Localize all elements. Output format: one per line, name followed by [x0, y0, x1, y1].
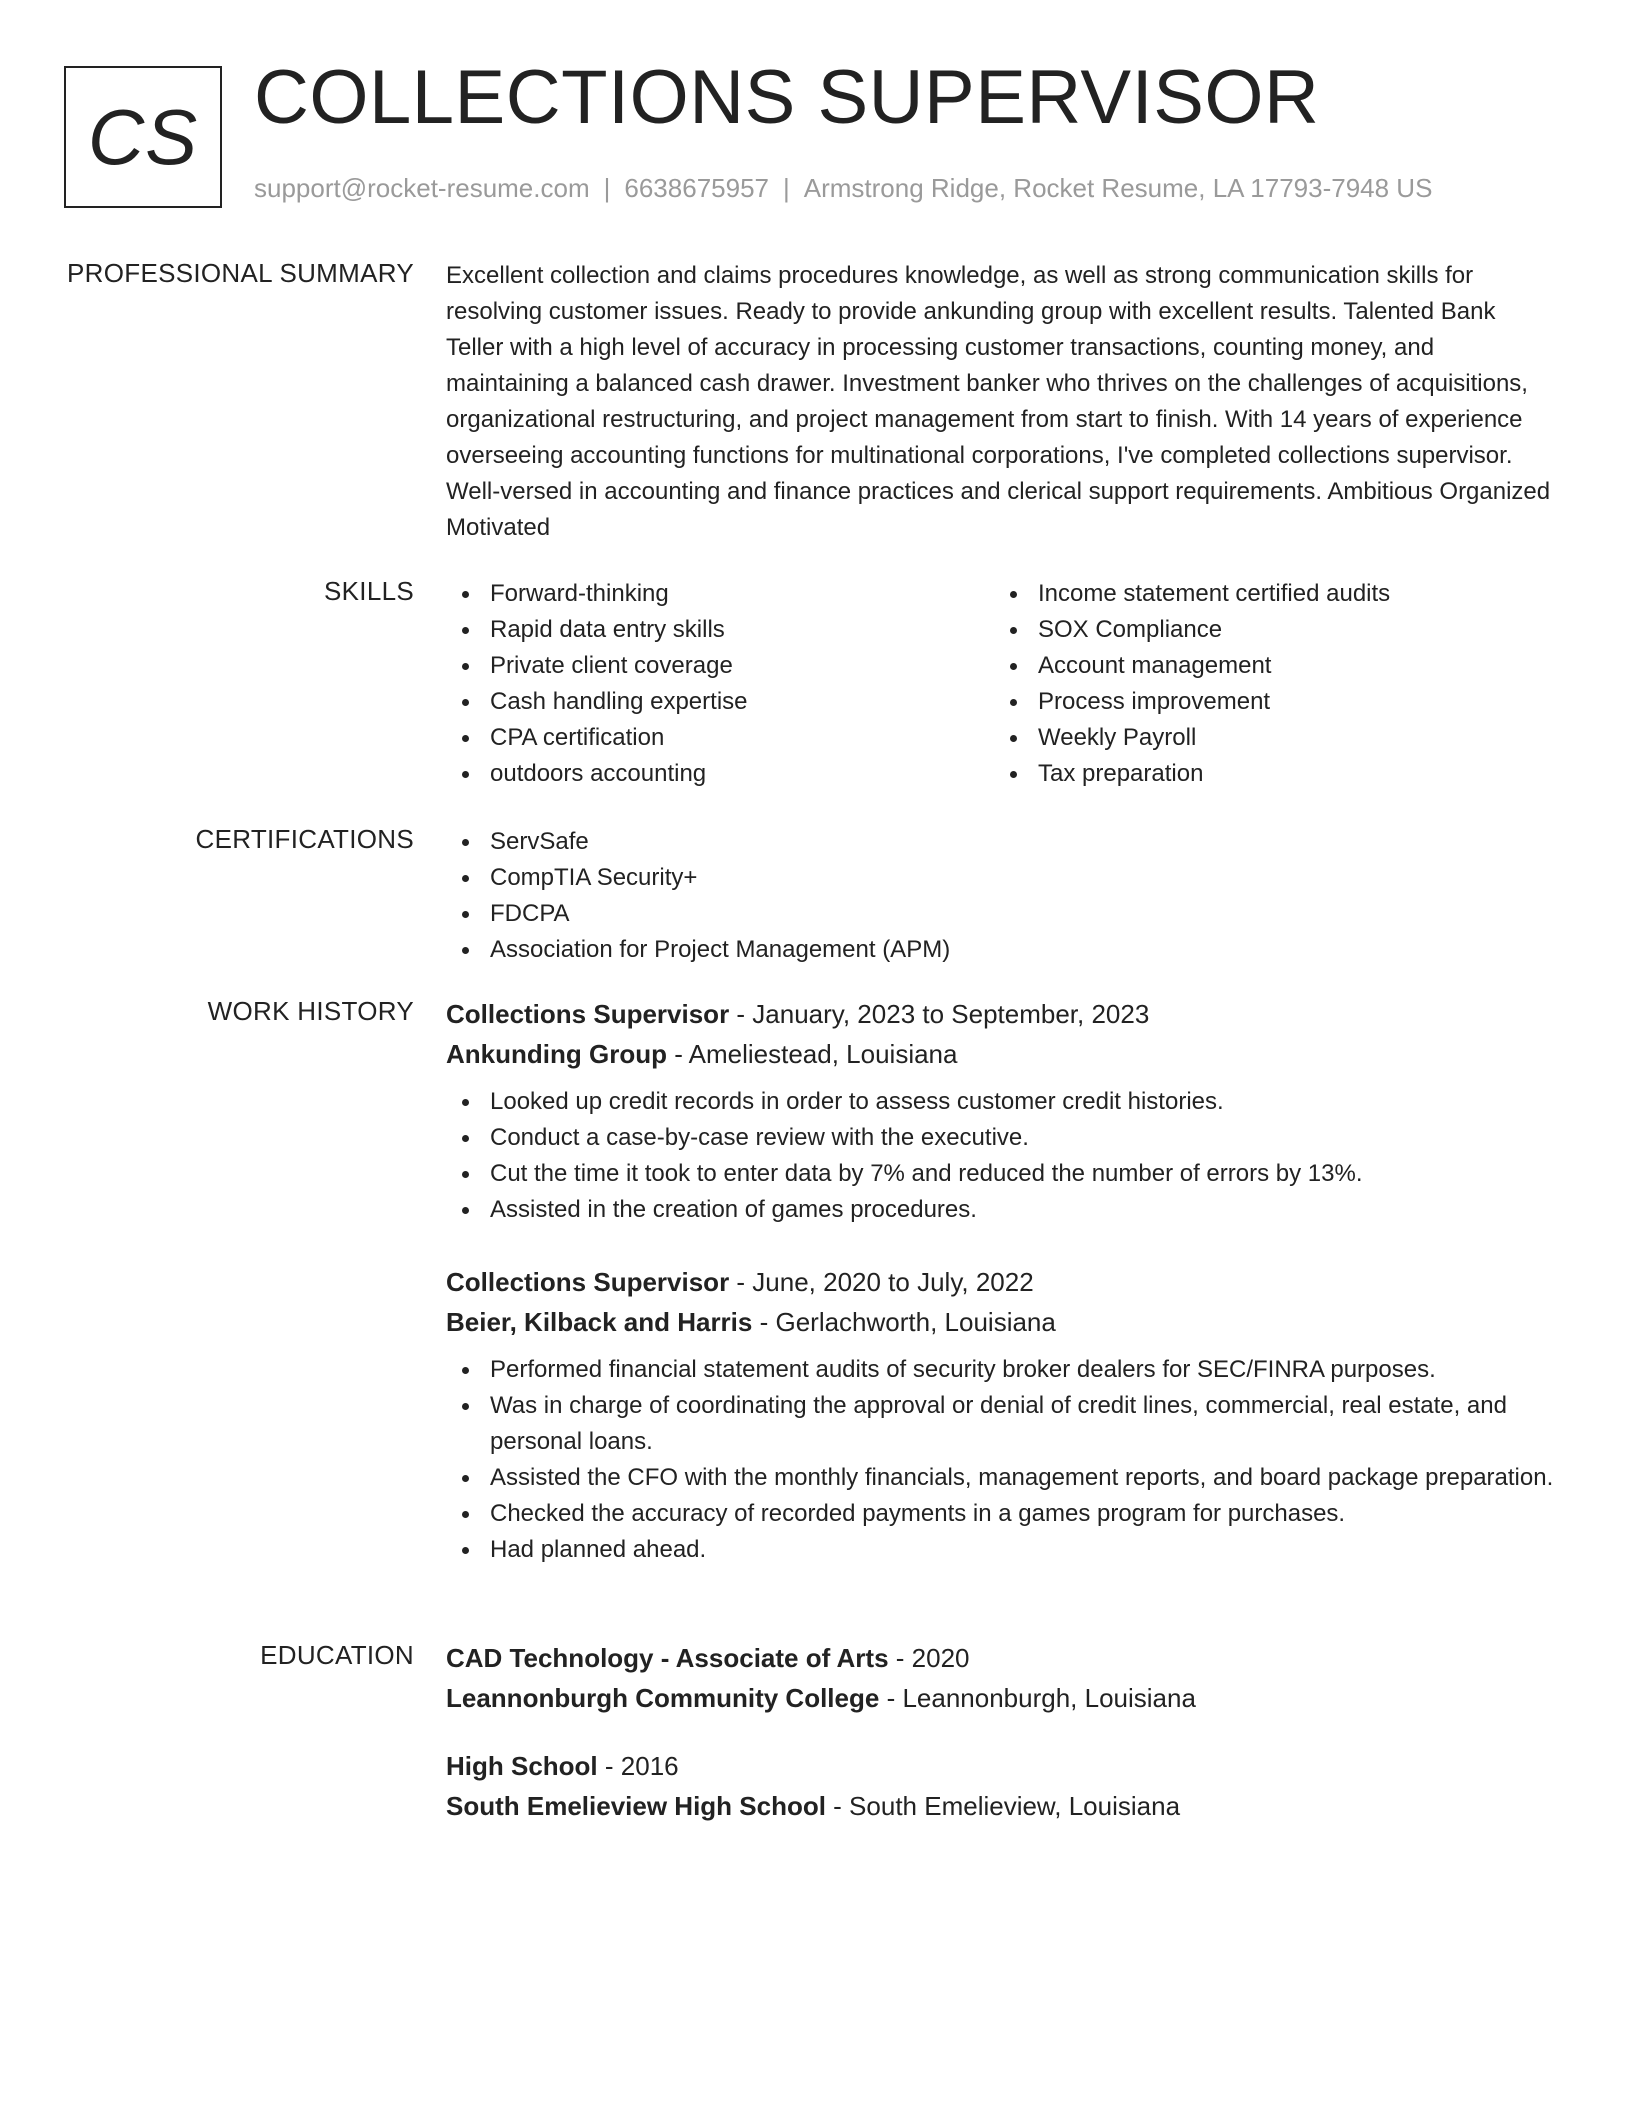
job-role: Collections Supervisor [446, 999, 730, 1029]
job-entry [446, 994, 1556, 1228]
section-label-certifications: CERTIFICATIONS [195, 824, 414, 854]
list-item: Account management [994, 648, 1542, 684]
education-degree-line [446, 1746, 1556, 1786]
certifications-list [446, 824, 1556, 968]
section-label-work: WORK HISTORY [207, 996, 414, 1026]
list-item: Cash handling expertise [446, 684, 994, 720]
list-item: Assisted the CFO with the monthly financials, management reports, and board package preparation. [446, 1460, 1556, 1496]
list-item: FDCPA [446, 896, 1556, 932]
job-role: Collections Supervisor [446, 1267, 730, 1297]
list-item: Income statement certified audits [994, 576, 1542, 612]
education-degree: CAD Technology - Associate of Arts [446, 1643, 889, 1673]
job-entry [446, 1262, 1556, 1568]
contact-line [254, 173, 1432, 204]
education-location: - Leannonburgh, Louisiana [879, 1683, 1196, 1713]
list-item: CompTIA Security+ [446, 860, 1556, 896]
list-item: CPA certification [446, 720, 994, 756]
job-location: - Ameliestead, Louisiana [666, 1039, 958, 1069]
list-item: Performed financial statement audits of security broker dealers for SEC/FINRA purposes. [446, 1352, 1556, 1388]
list-item: Forward-thinking [446, 576, 994, 612]
contact-address: Armstrong Ridge, Rocket Resume, LA 17793-7948 US [803, 173, 1433, 203]
list-item: Looked up credit records in order to assess customer credit histories. [446, 1084, 1556, 1120]
section-label-skills: SKILLS [324, 576, 414, 606]
job-company: Beier, Kilback and Harris [446, 1307, 753, 1337]
job-company-line [446, 1302, 1556, 1342]
summary-text: Excellent collection and claims procedures knowledge, as well as strong communication skills for resolving customer issues. Ready to provide ankunding group with excellent results. Talented Bank Teller with a high level of accuracy in processing customer transactions, counting money, and maintaining a balanced cash drawer. Investment banker who thrives on the challenges of acquisitions, organizational restructuring, and project management from start to finish. With 14 years of experience overseeing accounting functions for multinational corporations, I've completed collections supervisor. Well-versed in accounting and finance practices and clerical support requirements. Ambitious Organized Motivated [446, 262, 1551, 541]
list-item: Was in charge of coordinating the approval or denial of credit lines, commercial, real estate, and personal loans. [446, 1388, 1556, 1460]
certifications-body [446, 824, 1556, 968]
list-item: Assisted in the creation of games procedures. [446, 1192, 1556, 1228]
contact-separator: | [783, 173, 790, 203]
job-title-line [446, 1262, 1556, 1302]
list-item: Checked the accuracy of recorded payments in a games program for purchases. [446, 1496, 1556, 1532]
education-year: - 2020 [888, 1643, 970, 1673]
list-item: Association for Project Management (APM) [446, 932, 1556, 968]
education-year: - 2016 [597, 1751, 679, 1781]
list-item: SOX Compliance [994, 612, 1542, 648]
job-bullets [446, 1352, 1556, 1568]
resume-title: COLLECTIONS SUPERVISOR [254, 55, 1320, 140]
education-school-line [446, 1678, 1556, 1718]
list-item: Process improvement [994, 684, 1542, 720]
education-school: South Emelieview High School [446, 1791, 826, 1821]
section-label-education: EDUCATION [260, 1640, 414, 1670]
contact-email[interactable]: support@rocket-resume.com [254, 173, 590, 203]
monogram-initials: CS [87, 92, 199, 181]
section-label-summary: PROFESSIONAL SUMMARY [67, 258, 414, 288]
job-company: Ankunding Group [446, 1039, 667, 1069]
education-entry [446, 1638, 1556, 1718]
list-item: Had planned ahead. [446, 1532, 1556, 1568]
list-item: Private client coverage [446, 648, 994, 684]
list-item: Cut the time it took to enter data by 7% and reduced the number of errors by 13%. [446, 1156, 1556, 1192]
skills-list-1 [446, 576, 994, 792]
job-dates: - January, 2023 to September, 2023 [729, 999, 1150, 1029]
contact-separator: | [603, 173, 611, 203]
education-entry [446, 1746, 1556, 1826]
list-item: ServSafe [446, 824, 1556, 860]
monogram-box [64, 66, 222, 208]
job-bullets [446, 1084, 1556, 1228]
list-item: Weekly Payroll [994, 720, 1542, 756]
skills-columns [446, 576, 1556, 792]
job-dates: - June, 2020 to July, 2022 [729, 1267, 1034, 1297]
contact-phone[interactable]: 6638675957 [624, 173, 769, 203]
job-title-line [446, 994, 1556, 1034]
education-location: - South Emelieview, Louisiana [825, 1791, 1181, 1821]
job-company-line [446, 1034, 1556, 1074]
job-location: - Gerlachworth, Louisiana [752, 1307, 1056, 1337]
education-degree: High School [446, 1751, 598, 1781]
education-school: Leannonburgh Community College [446, 1683, 880, 1713]
list-item: Conduct a case-by-case review with the executive. [446, 1120, 1556, 1156]
list-item: outdoors accounting [446, 756, 994, 792]
skills-list-2 [994, 576, 1542, 792]
education-school-line [446, 1786, 1556, 1826]
education-degree-line [446, 1638, 1556, 1678]
list-item: Rapid data entry skills [446, 612, 994, 648]
list-item: Tax preparation [994, 756, 1542, 792]
